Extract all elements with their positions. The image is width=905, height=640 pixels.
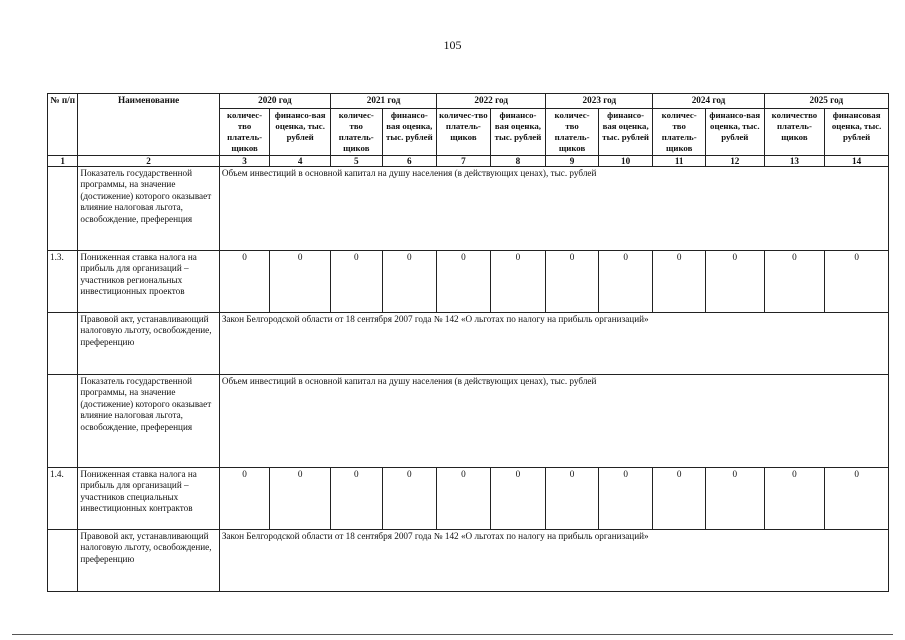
value-cell: 0 (598, 467, 653, 529)
value-cell: 0 (219, 467, 270, 529)
subheader-estimate: финансо-вая оценка, тыс. рублей (705, 108, 764, 155)
subheader-estimate: финансо-вая оценка, тыс. рублей (490, 108, 546, 155)
table-row (48, 467, 889, 529)
subheader-estimate: финансо-вая оценка, тыс. рублей (382, 108, 437, 155)
value-cell: 0 (490, 250, 546, 312)
column-number: 11 (653, 155, 706, 166)
column-number: 13 (764, 155, 825, 166)
table-row (48, 250, 889, 312)
subheader-payers: количес-тво платель-щиков (219, 108, 270, 155)
value-cell: 0 (546, 250, 599, 312)
benefit-label: Пониженная ставка налога на прибыль для организаций – участников региональных инвестиционных проектов (78, 250, 220, 312)
subheader-payers: количес-тво платель-щиков (546, 108, 599, 155)
row-index-empty (48, 374, 78, 467)
subheader-payers: количес-тво платель-щиков (437, 108, 491, 155)
value-cell: 0 (764, 467, 825, 529)
column-number: 2 (78, 155, 220, 166)
value-cell: 0 (490, 467, 546, 529)
subheader-estimate: финансо-вая оценка, тыс. рублей (270, 108, 331, 155)
row-index-empty (48, 529, 78, 591)
value-cell: 0 (270, 467, 331, 529)
legal-act-text: Закон Белгородской области от 18 сентября 2007 года № 142 «О льготах по налогу на прибыль организаций» (219, 312, 888, 374)
value-cell: 0 (764, 250, 825, 312)
column-number: 14 (825, 155, 889, 166)
year-header-row (48, 94, 889, 109)
col-number-header: № п/п (48, 94, 78, 156)
value-cell: 0 (705, 467, 764, 529)
tax-benefits-table (47, 93, 889, 592)
value-cell: 0 (546, 467, 599, 529)
year-2020-header: 2020 год (219, 94, 330, 109)
value-cell: 0 (219, 250, 270, 312)
column-number: 7 (437, 155, 491, 166)
year-2024-header: 2024 год (653, 94, 764, 109)
year-2025-header: 2025 год (764, 94, 888, 109)
value-cell: 0 (825, 467, 889, 529)
indicator-text: Объем инвестиций в основной капитал на душу населения (в действующих ценах), тыс. рублей (219, 166, 888, 250)
year-2023-header: 2023 год (546, 94, 653, 109)
legal-act-label: Правовой акт, устанавливающий налоговую льготу, освобождение, преференцию (78, 529, 220, 591)
value-cell: 0 (653, 250, 706, 312)
value-cell: 0 (330, 250, 382, 312)
value-cell: 0 (825, 250, 889, 312)
value-cell: 0 (437, 467, 491, 529)
column-number: 6 (382, 155, 437, 166)
subheader-estimate: финансо-вая оценка, тыс. рублей (598, 108, 653, 155)
year-2022-header: 2022 год (437, 94, 546, 109)
value-cell: 0 (653, 467, 706, 529)
table-row (48, 166, 889, 250)
column-number: 3 (219, 155, 270, 166)
column-number: 4 (270, 155, 331, 166)
row-index: 1.4. (48, 467, 78, 529)
subheader-estimate: финансовая оценка, тыс. рублей (825, 108, 889, 155)
subheader-payers: количес-тво платель-щиков (653, 108, 706, 155)
row-index-empty (48, 166, 78, 250)
table-row (48, 312, 889, 374)
page-bottom-rule (12, 634, 893, 635)
value-cell: 0 (382, 250, 437, 312)
column-number: 12 (705, 155, 764, 166)
indicator-label: Показатель государственной программы, на значение (достижение) которого оказывает влияние налоговая льгота, освобождение, преференция (78, 374, 220, 467)
value-cell: 0 (598, 250, 653, 312)
table-row (48, 529, 889, 591)
legal-act-label: Правовой акт, устанавливающий налоговую льготу, освобождение, преференцию (78, 312, 220, 374)
row-index: 1.3. (48, 250, 78, 312)
subheader-payers: количес-тво платель-щиков (330, 108, 382, 155)
year-2021-header: 2021 год (330, 94, 436, 109)
indicator-text: Объем инвестиций в основной капитал на душу населения (в действующих ценах), тыс. рублей (219, 374, 888, 467)
column-number: 9 (546, 155, 599, 166)
page-number: 105 (443, 38, 462, 52)
value-cell: 0 (705, 250, 764, 312)
legal-act-text: Закон Белгородской области от 18 сентября 2007 года № 142 «О льготах по налогу на прибыль организаций» (219, 529, 888, 591)
column-number: 8 (490, 155, 546, 166)
indicator-label: Показатель государственной программы, на значение (достижение) которого оказывает влияние налоговая льгота, освобождение, преференция (78, 166, 220, 250)
value-cell: 0 (382, 467, 437, 529)
subheader-payers: количество платель-щиков (764, 108, 825, 155)
column-number: 10 (598, 155, 653, 166)
row-index-empty (48, 312, 78, 374)
value-cell: 0 (330, 467, 382, 529)
column-numbers-row (48, 155, 889, 166)
benefit-label: Пониженная ставка налога на прибыль для организаций – участников специальных инвестиционных контрактов (78, 467, 220, 529)
column-number: 1 (48, 155, 78, 166)
col-name-header: Наименование (78, 94, 220, 156)
value-cell: 0 (437, 250, 491, 312)
table-row (48, 374, 889, 467)
value-cell: 0 (270, 250, 331, 312)
column-number: 5 (330, 155, 382, 166)
